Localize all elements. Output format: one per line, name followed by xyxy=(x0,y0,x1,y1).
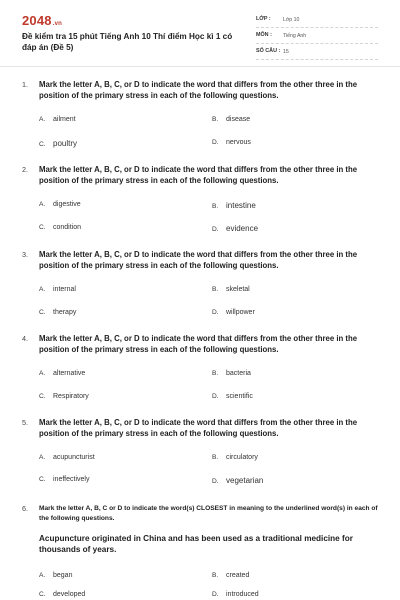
option-c[interactable]: C. Respiratory xyxy=(39,393,89,400)
header-divider xyxy=(0,66,400,67)
page-header xyxy=(0,0,400,62)
question-text: Mark the letter A, B, C, or D to indicate the word that differs from the other three in the position of the primary stress in each of the following questions. xyxy=(39,80,358,100)
meta-key: MÔN : xyxy=(256,32,272,38)
option-a[interactable]: A. digestive xyxy=(39,201,81,208)
option-b[interactable]: B. created xyxy=(212,572,250,579)
meta-row-subject xyxy=(256,30,378,44)
meta-value: Tiếng Anh xyxy=(283,32,307,39)
option-c[interactable]: C. developed xyxy=(39,591,86,598)
option-a[interactable]: A. ailment xyxy=(39,116,76,123)
document-meta xyxy=(256,14,378,62)
question-text: Mark the letter A, B, C, or D to indicate the word that differs from the other three in the position of the primary stress in each of the following questions. xyxy=(39,418,358,438)
option-c[interactable]: C. ineffectively xyxy=(39,476,90,483)
question-6 xyxy=(22,504,382,600)
option-c[interactable]: C. therapy xyxy=(39,309,77,316)
option-a[interactable]: A. alternative xyxy=(39,370,86,377)
question-5 xyxy=(22,418,382,496)
question-number: 6. xyxy=(22,504,28,513)
option-d[interactable]: D. scientific xyxy=(212,393,253,400)
question-stem: Acupuncture originated in China and has been used as a traditional medicine for thousands of years. xyxy=(39,534,353,554)
logo-text: 2048 xyxy=(22,13,52,28)
option-a[interactable]: A. internal xyxy=(39,286,76,293)
option-b[interactable]: B. intestine xyxy=(212,201,256,210)
question-number: 1. xyxy=(22,80,28,89)
question-text: Mark the letter A, B, C, or D to indicate the word that differs from the other three in the position of the primary stress in each of the following questions. xyxy=(39,165,358,185)
option-d[interactable]: D. vegetarian xyxy=(212,476,264,485)
question-4 xyxy=(22,334,382,412)
meta-key: SỐ CÂU : xyxy=(256,48,281,54)
option-a[interactable]: A. began xyxy=(39,572,73,579)
option-d[interactable]: D. nervous xyxy=(212,139,251,146)
question-text: Mark the letter A, B, C, or D to indicate the word that differs from the other three in the position of the primary stress in each of the following questions. xyxy=(39,334,358,354)
question-number: 2. xyxy=(22,165,28,174)
question-text: Mark the letter A, B, C or D to indicate the word(s) CLOSEST in meaning to the underlined word(s) in each of the following questions. xyxy=(39,505,378,522)
option-d[interactable]: D. introduced xyxy=(212,591,259,598)
option-c[interactable]: C. condition xyxy=(39,224,82,231)
meta-value: Lớp 10 xyxy=(283,16,300,23)
option-d[interactable]: D. willpower xyxy=(212,309,255,316)
option-b[interactable]: B. disease xyxy=(212,116,251,123)
question-number: 4. xyxy=(22,334,28,343)
option-b[interactable]: B. skeletal xyxy=(212,286,250,293)
question-2 xyxy=(22,165,382,243)
document-title: Đề kiểm tra 15 phút Tiếng Anh 10 Thí điểm Học kì 1 có đáp án (Đề 5) xyxy=(22,32,233,52)
meta-row-question-count xyxy=(256,46,378,60)
meta-key: LỚP : xyxy=(256,16,271,22)
question-1 xyxy=(22,80,382,158)
question-3 xyxy=(22,250,382,328)
option-c[interactable]: C. poultry xyxy=(39,139,78,148)
question-number: 3. xyxy=(22,250,28,259)
question-number: 5. xyxy=(22,418,28,427)
meta-row-class xyxy=(256,14,378,28)
option-b[interactable]: B. bacteria xyxy=(212,370,251,377)
site-logo[interactable] xyxy=(22,13,62,28)
option-b[interactable]: B. circulatory xyxy=(212,454,258,461)
question-text: Mark the letter A, B, C, or D to indicate the word that differs from the other three in the position of the primary stress in each of the following questions. xyxy=(39,250,358,270)
logo-suffix: .vn xyxy=(52,21,63,27)
option-d[interactable]: D. evidence xyxy=(212,224,259,233)
option-a[interactable]: A. acupuncturist xyxy=(39,454,95,461)
meta-value: 15 xyxy=(283,48,289,55)
